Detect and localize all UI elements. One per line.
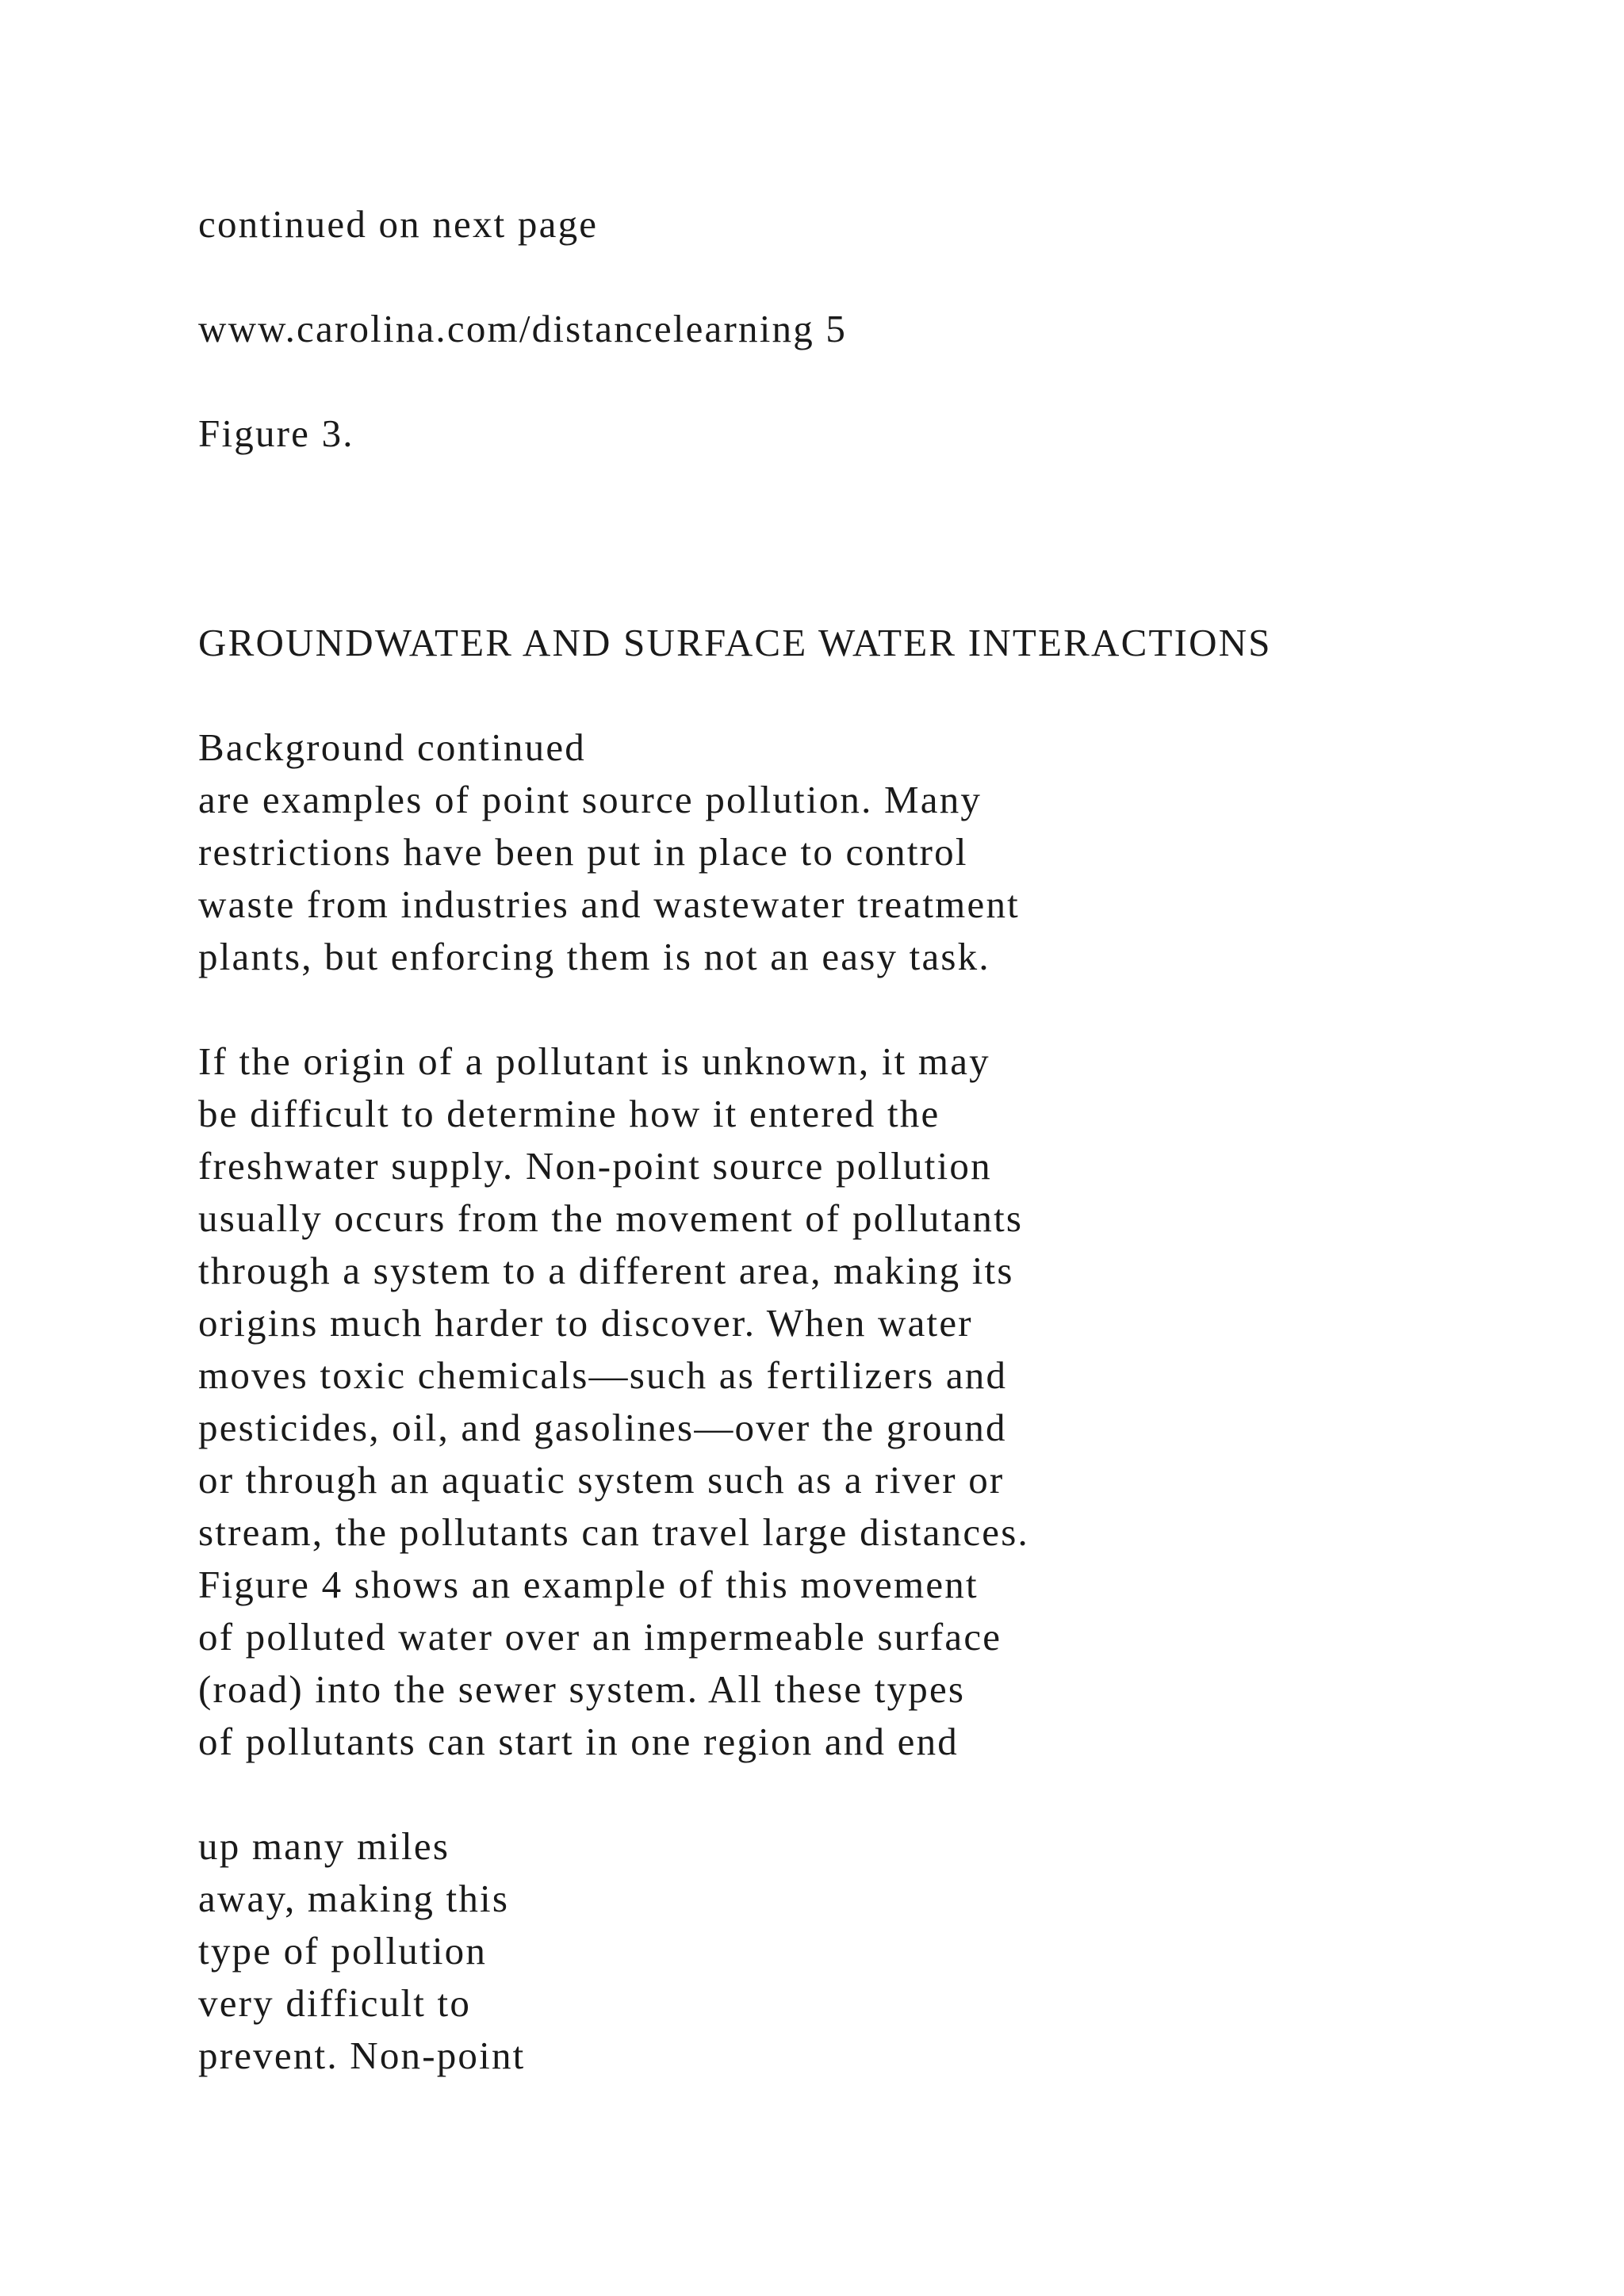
- text-line: If the origin of a pollutant is unknown, it may: [198, 1039, 990, 1083]
- section-title: GROUNDWATER AND SURFACE WATER INTERACTIONS: [198, 621, 1272, 664]
- text-line: prevent. Non-point: [198, 2034, 526, 2077]
- text-line: away, making this: [198, 1877, 510, 1920]
- text-line: very difficult to: [198, 1981, 472, 2025]
- text-line: Background continued: [198, 725, 586, 769]
- text-line: usually occurs from the movement of pollutants: [198, 1196, 1024, 1240]
- text-line: through a system to a different area, making its: [198, 1249, 1014, 1292]
- text-line: are examples of point source pollution. Many: [198, 778, 982, 821]
- continued-note: continued on next page: [198, 202, 599, 246]
- text-line: stream, the pollutants can travel large distances.: [198, 1510, 1029, 1554]
- paragraph-3: [198, 1820, 1546, 2082]
- website-page-number: www.carolina.com/distancelearning 5: [198, 307, 848, 350]
- spacer: [198, 983, 1546, 1035]
- text-line: freshwater supply. Non-point source pollution: [198, 1144, 992, 1188]
- text-line: pesticides, oil, and gasolines—over the ground: [198, 1406, 1007, 1449]
- text-line: of pollutants can start in one region and end: [198, 1720, 959, 1763]
- spacer: [198, 355, 1546, 408]
- text-line: waste from industries and wastewater treatment: [198, 882, 1020, 926]
- paragraph-1: [198, 721, 1546, 983]
- text-line: type of pollution: [198, 1929, 488, 1973]
- spacer: [198, 669, 1546, 721]
- text-line: plants, but enforcing them is not an easy task.: [198, 935, 990, 978]
- paragraph-2: [198, 1035, 1546, 1768]
- text-line: restrictions have been put in place to control: [198, 830, 968, 874]
- text-line: up many miles: [198, 1824, 450, 1868]
- figure-label: Figure 3.: [198, 411, 354, 455]
- spacer: [198, 1768, 1546, 1820]
- text-line: of polluted water over an impermeable surface: [198, 1615, 1002, 1659]
- text-line: origins much harder to discover. When water: [198, 1301, 973, 1345]
- spacer: [198, 460, 1546, 617]
- text-line: be difficult to determine how it entered the: [198, 1092, 940, 1135]
- text-line: Figure 4 shows an example of this movement: [198, 1563, 979, 1606]
- text-line: moves toxic chemicals—such as fertilizers and: [198, 1353, 1008, 1397]
- text-line: or through an aquatic system such as a river or: [198, 1458, 1005, 1502]
- text-line: (road) into the sewer system. All these types: [198, 1667, 966, 1711]
- document-page: [198, 198, 1546, 2082]
- spacer: [198, 251, 1546, 303]
